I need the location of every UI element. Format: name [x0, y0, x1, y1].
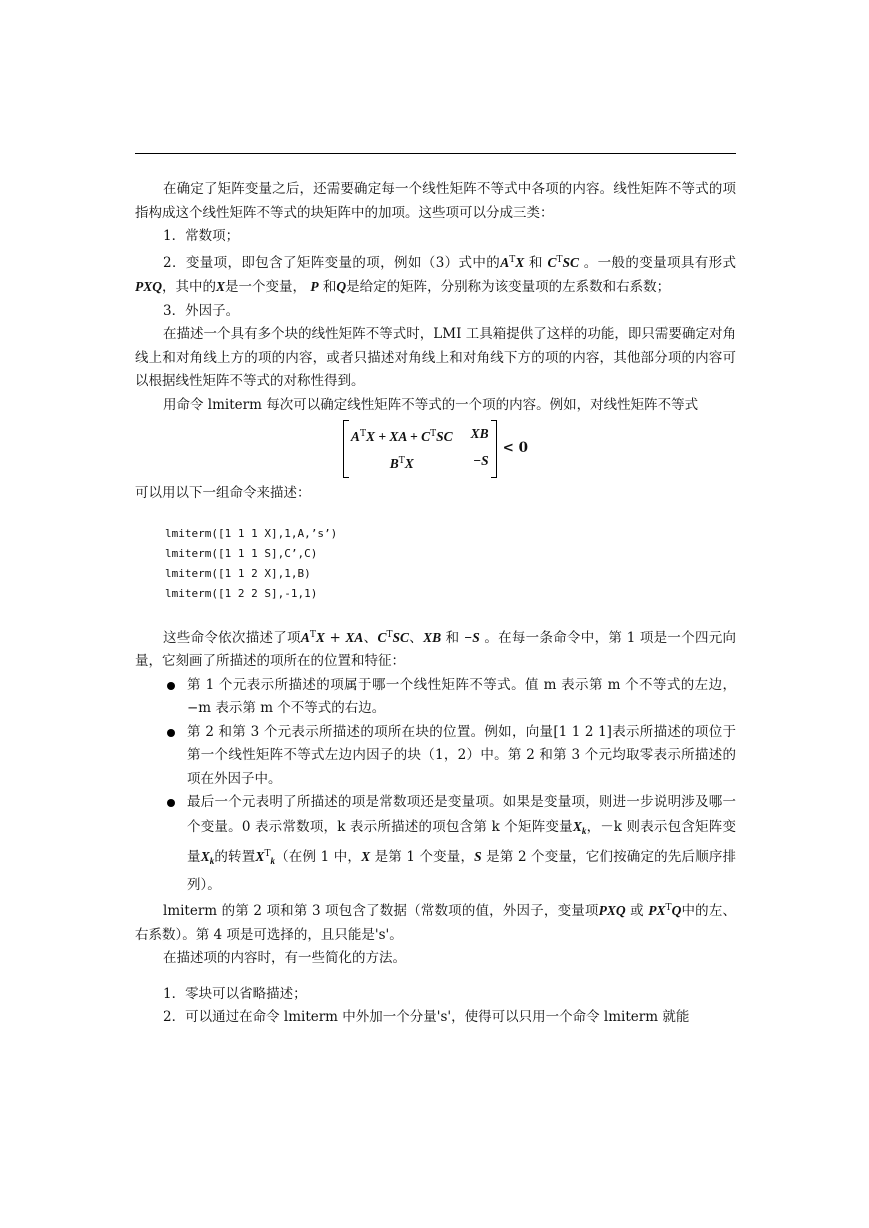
bullet-icon [167, 729, 175, 737]
inequality-rhs: < 0 [502, 440, 529, 457]
code-line: lmiterm([1 1 2 X],1,B) [165, 566, 311, 580]
bullet-icon [167, 799, 175, 807]
matrix-cell-2-2: −S [472, 453, 489, 468]
code-line: lmiterm([1 1 1 S],C’,C) [165, 546, 318, 560]
lmi-equation [135, 420, 736, 478]
block-matrix [343, 420, 497, 478]
list-item: 1．常数项； [163, 228, 240, 244]
matrix-cell-1-1: $A^TX$ + XA + $C^TSC$ [350, 429, 453, 444]
list-item: 第 2 和第 3 个元表示所描述的项所在块的位置。例如，向量[1 1 2 1]表示所描述的项位于第一个线性矩阵不等式左边内因子的块（1，2）中。第 2 和第 3 个元均取零表示所描述的项在外因子中。 [135, 721, 736, 792]
bullet-list [135, 674, 736, 898]
matrix-cell-1-2: XB [470, 426, 489, 441]
paragraph: 用命令 lmiterm 每次可以确定线性矩阵不等式的一个项的内容。例如，对线性矩阵不等式 [163, 396, 699, 413]
code-block [165, 524, 736, 604]
list-item: 2．变量项，即包含了矩阵变量的项，例如（3）式中的$A^TX$ 和 $C^TSC$ 。一般的变量项具有形式PXQ，其中的X是一个变量， P 和Q是给定的矩阵，分别称为该变量项的左系数和右系数； [135, 254, 736, 295]
document-body [135, 178, 736, 1030]
list-item: 3．外因子。 [163, 302, 240, 319]
paragraph: 在描述一个具有多个块的线性矩阵不等式时，LMI 工具箱提供了这样的功能，即只需要确定对角线上和对角线上方的项的内容，或者只描述对角线上和对角线下方的项的内容，其他部分项的内容可以根据线性矩阵不等式的对称性得到。 [135, 326, 736, 389]
list-item: 1．零块可以省略描述； [163, 985, 307, 1002]
paragraph: 在描述项的内容时，有一些简化的方法。 [163, 950, 406, 966]
code-line: lmiterm([1 2 2 S],-1,1) [165, 586, 318, 600]
list-item: 第 1 个元表示所描述的项属于哪一个线性矩阵不等式。值 m 表示第 m 个不等式的左边，−m 表示第 m 个不等式的右边。 [135, 674, 736, 721]
list-item: 2．可以通过在命令 lmiterm 中外加一个分量's'，使得可以只用一个命令 lmiterm 就能 [163, 1009, 690, 1025]
code-line: lmiterm([1 1 1 X],1,A,’s’) [165, 526, 338, 540]
paragraph: 这些命令依次描述了项$A^TX$ + XA、$C^TSC$、XB 和 −S 。在每一条命令中，第 1 项是一个四元向量，它刻画了所描述的项所在的位置和特征： [135, 629, 737, 669]
matrix-cell-2-1: $B^TX$ [389, 456, 414, 471]
bullet-icon [167, 682, 175, 690]
paragraph: 可以用以下一组命令来描述： [135, 485, 311, 501]
header-rule [135, 153, 736, 154]
paragraph: 在确定了矩阵变量之后，还需要确定每一个线性矩阵不等式中各项的内容。线性矩阵不等式的项指构成这个线性矩阵不等式的块矩阵中的加项。这些项可以分成三类： [135, 181, 736, 221]
list-item: 最后一个元表明了所描述的项是常数项还是变量项。如果是变量项，则进一步说明涉及哪一个变量。0 表示常数项，k 表示所描述的项包含第 k 个矩阵变量$X_k$，－k 则表示包含矩阵变量$X_k$的转置$X^T_k$（在例 1 中，X 是第 1 个变量，S 是第 2 个变量，它们按确定的先后顺序排列）。 [135, 791, 736, 897]
paragraph: lmiterm 的第 2 项和第 3 项包含了数据（常数项的值，外因子，变量项PXQ 或 $PX^TQ$中的左、右系数）。第 4 项是可选择的，且只能是's'。 [135, 903, 737, 943]
